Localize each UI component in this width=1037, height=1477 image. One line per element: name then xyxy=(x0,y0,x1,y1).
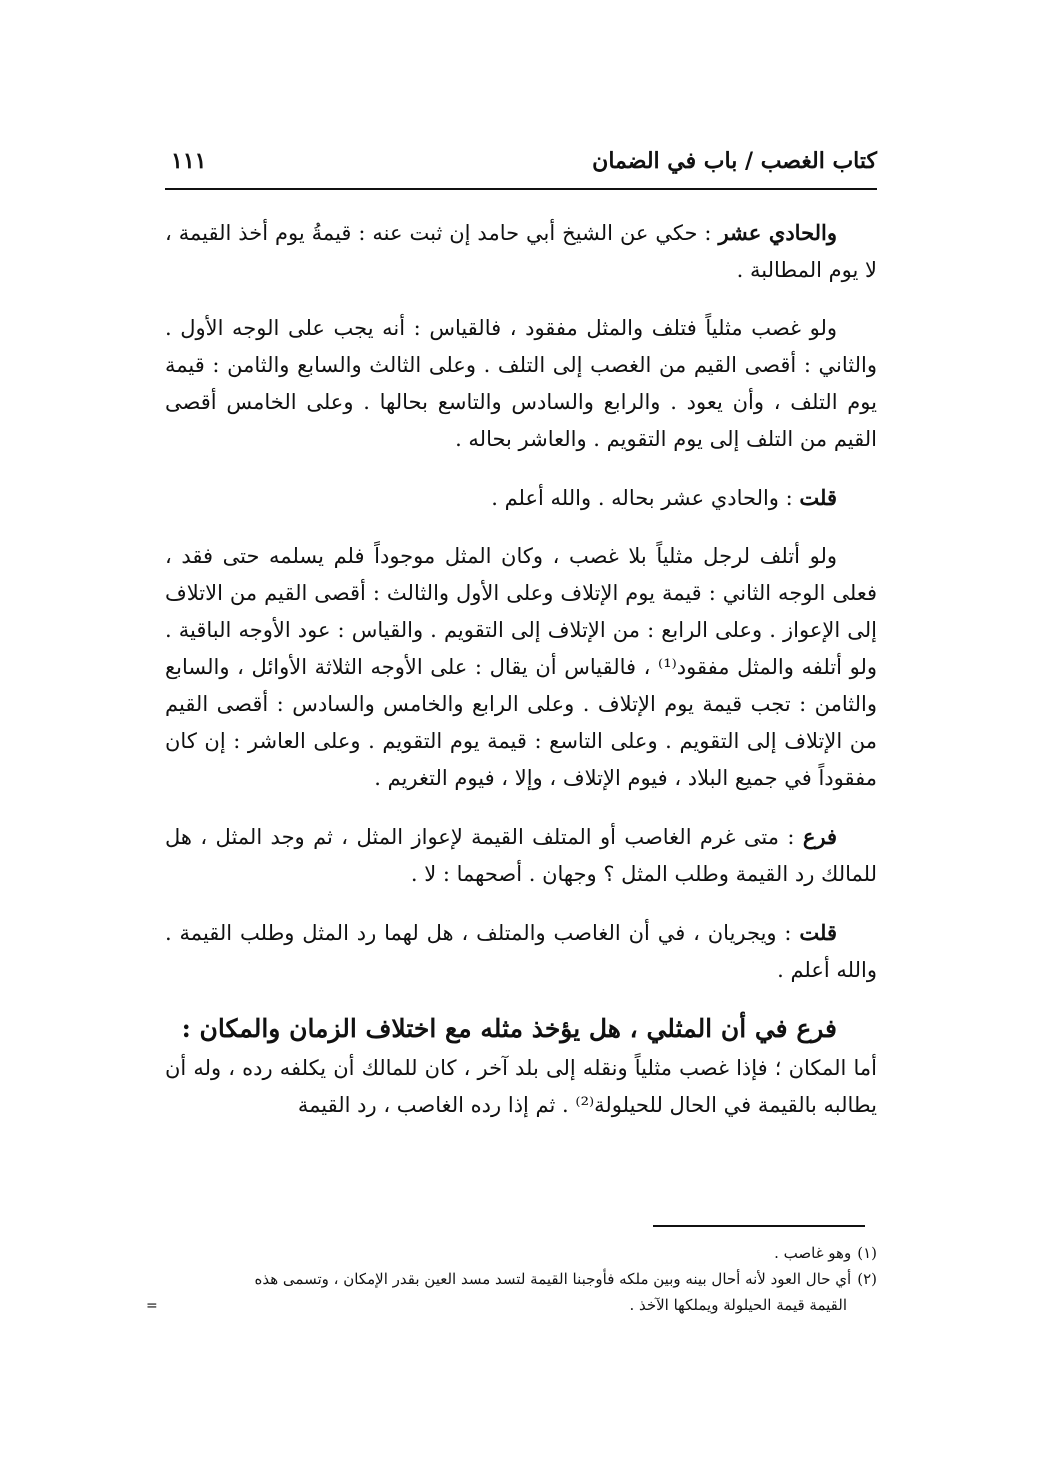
paragraph-lead: قلت xyxy=(799,485,837,510)
paragraph-6 xyxy=(165,914,877,989)
paragraph-lead: فرع xyxy=(802,824,837,849)
paragraph-text: : متى غرم الغاصب أو المتلف القيمة لإعواز المثل ، ثم وجد المثل ، هل للمالك رد القيمة وطلب المثل ؟ وجهان . أصحهما : لا . xyxy=(165,825,877,886)
footnotes xyxy=(165,1240,877,1318)
paragraph-1 xyxy=(165,214,877,289)
paragraph-text: ولو أتلف لرجل مثلياً بلا غصب ، وكان المثل موجوداً فلم يسلمه حتى فقد ، فعلى الوجه الثاني : قيمة يوم الإتلاف وعلى الأول والثالث : أقصى القيم من الاتلاف إلى الإعواز . وعلى الرابع : من الإتلاف إلى التقويم . والقياس : عود الأوجه الباقية . ولو أتلفه والمثل مفقود⁽¹⁾ ، فالقياس أن يقال : على الأوجه الثلاثة الأوائل ، والسابع والثامن : تجب قيمة يوم الإتلاف . وعلى الرابع والخامس والسادس : أقصى القيم من الإتلاف إلى التقويم . وعلى التاسع : قيمة يوم التقويم . وعلى العاشر : إن كان مفقوداً في جميع البلاد ، فيوم الإتلاف ، وإلا ، فيوم التغريم . xyxy=(165,544,877,790)
paragraph-text: ولو غصب مثلياً فتلف والمثل مفقود ، فالقياس : أنه يجب على الوجه الأول . والثاني : أقصى القيم من الغصب إلى التلف . وعلى الثالث والسابع والثامن : قيمة يوم التلف ، وأن يعود . والرابع والسادس والتاسع بحالها . وعلى الخامس أقصى القيم من التلف إلى يوم التقويم . والعاشر بحاله . xyxy=(165,316,877,451)
margin-mark: = xyxy=(146,1298,158,1314)
paragraph-lead: والحادي عشر xyxy=(718,220,837,245)
paragraph-text: : والحادي عشر بحاله . والله أعلم . xyxy=(491,486,800,510)
section-heading: فرع في أن المثلي ، هل يؤخذ مثله مع اختلاف الزمان والمكان : xyxy=(181,1014,837,1043)
footnote-text: وهو غاصب . xyxy=(774,1244,852,1262)
paragraph-3 xyxy=(165,479,877,517)
running-header xyxy=(165,140,877,190)
paragraph-text: : حكي عن الشيخ أبي حامد إن ثبت عنه : قيمةُ يوم أخذ القيمة ، لا يوم المطالبة . xyxy=(165,221,877,282)
section-paragraph: أما المكان ؛ فإذا غصب مثلياً ونقله إلى بلد آخر ، كان للمالك أن يكلفه رده ، وله أن يطالبه بالقيمة في الحال للحيلولة⁽²⁾ . ثم إذا رده الغاصب ، رد القيمة xyxy=(165,1056,877,1117)
paragraph-4 xyxy=(165,538,877,797)
footnote-rule xyxy=(653,1225,865,1227)
footnote-2 xyxy=(165,1266,877,1292)
footnote-1 xyxy=(165,1240,877,1266)
chapter-title: كتاب الغصب / باب في الضمان xyxy=(592,148,877,174)
footnote-2-continuation: القيمة قيمة الحيلولة ويملكها الآخذ . xyxy=(629,1296,847,1314)
footnote-text: أي حال العود لأنه أحال بينه وبين ملكه فأوجبنا القيمة لتسد مسد العين بقدر الإمكان ، وتسمى هذه xyxy=(254,1270,852,1288)
paragraph-lead: قلت xyxy=(799,920,837,945)
footnote-number: (٢) xyxy=(857,1270,877,1288)
paragraph-2 xyxy=(165,310,877,458)
paragraph-5 xyxy=(165,818,877,893)
paragraph-text: : ويجريان ، في أن الغاصب والمتلف ، هل لهما رد المثل وطلب القيمة . والله أعلم . xyxy=(165,921,877,982)
page-number: ١١١ xyxy=(171,148,207,174)
footnote-number: (١) xyxy=(857,1244,877,1262)
page-body xyxy=(165,140,877,1145)
